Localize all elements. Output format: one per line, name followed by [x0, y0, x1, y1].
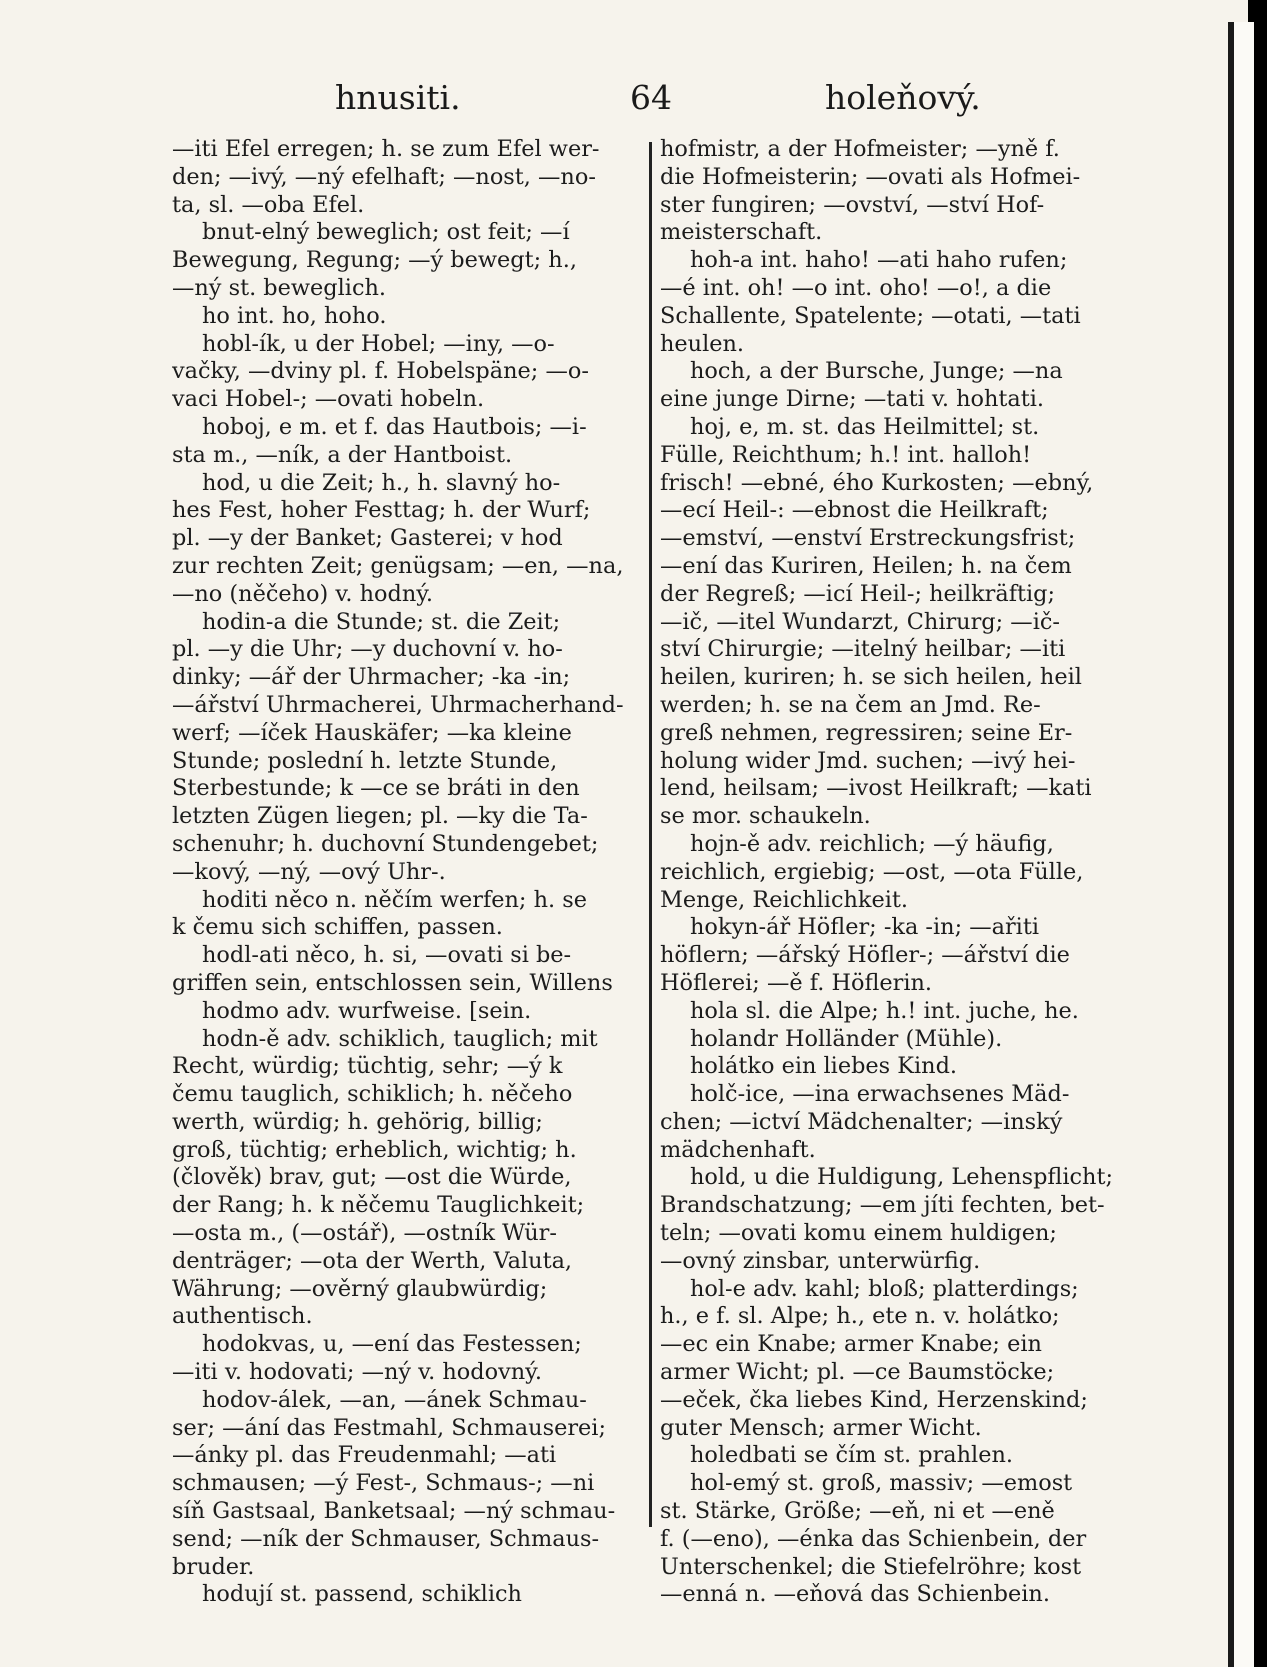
dictionary-line: holandr Holländer (Mühle). [690, 1025, 1003, 1052]
dictionary-line: st. Stärke, Größe; —eň, ni et —eně [660, 1498, 1055, 1525]
dictionary-line: hodokvas, u, —ení das Festessen; [202, 1331, 582, 1358]
dictionary-line: čemu tauglich, schiklich; h. něčeho [172, 1081, 573, 1108]
dictionary-line: heilen, kuriren; h. se sich heilen, heil [660, 664, 1082, 691]
header-last-entry: holeňový. [825, 78, 981, 117]
dictionary-line: hoch, a der Bursche, Junge; —na [690, 358, 1063, 385]
dictionary-line: —ecí Heil-: —ebnost die Heilkraft; [660, 497, 1049, 524]
dictionary-line: hobl-ík, u der Hobel; —iny, —o- [202, 330, 555, 357]
dictionary-line: hodmo adv. wurfweise. [sein. [202, 997, 532, 1024]
dictionary-line: pl. —y die Uhr; —y duchovní v. ho- [172, 636, 563, 663]
dictionary-line: mädchenhaft. [660, 1136, 816, 1163]
dictionary-line: síň Gastsaal, Banketsaal; —ný schmau- [172, 1498, 616, 1525]
dictionary-line: f. (—eno), —énka das Schienbein, der [660, 1525, 1087, 1552]
dictionary-line: Sterbestunde; k —ce se bráti in den [172, 775, 580, 802]
dictionary-line: ta, sl. —oba Efel. [172, 191, 365, 218]
dictionary-line: —eček, čka liebes Kind, Herzenskind; [660, 1386, 1088, 1413]
dictionary-line: werden; h. se na čem an Jmd. Re- [660, 691, 1041, 718]
dictionary-line: ser; —ání das Festmahl, Schmauserei; [172, 1414, 606, 1441]
dictionary-line: lend, heilsam; —ivost Heilkraft; —kati [660, 775, 1092, 802]
dictionary-line: h., e f. sl. Alpe; h., ete n. v. holátko; [660, 1303, 1060, 1330]
dictionary-line: pl. —y der Banket; Gasterei; v hod [172, 525, 563, 552]
right-column [660, 136, 1130, 1609]
dictionary-line: ster fungiren; —ovství, —ství Hof- [660, 191, 1045, 218]
dictionary-line: zur rechten Zeit; genügsam; —en, —na, [172, 552, 624, 579]
dictionary-line: vačky, —dviny pl. f. Hobelspäne; —o- [172, 358, 589, 385]
dictionary-line: hol-e adv. kahl; bloß; platterdings; [690, 1275, 1079, 1302]
dictionary-line: Unterschenkel; die Stiefelröhre; kost [660, 1553, 1082, 1580]
dictionary-line: —é int. oh! —o int. oho! —o!, a die [660, 274, 1052, 301]
dictionary-line: vaci Hobel-; —ovati hobeln. [172, 386, 485, 413]
dictionary-line: —ný st. beweglich. [172, 274, 387, 301]
dictionary-line: Schallente, Spatelente; —otati, —tati [660, 302, 1081, 329]
dictionary-line: meisterschaft. [660, 219, 823, 246]
dictionary-line: —ánky pl. das Freudenmahl; —ati [172, 1442, 557, 1469]
dictionary-line: —enná n. —eňová das Schienbein. [660, 1581, 1050, 1608]
dictionary-line: Bewegung, Regung; —ý bewegt; h., [172, 247, 577, 274]
dictionary-line: schenuhr; h. duchovní Stundengebet; [172, 830, 599, 857]
dictionary-line: groß, tüchtig; erheblich, wichtig; h. [172, 1136, 577, 1163]
dictionary-line: werf; —íček Hauskäfer; —ka kleine [172, 719, 572, 746]
page-number: 64 [630, 78, 672, 117]
dictionary-line: hoditi něco n. něčím werfen; h. se [202, 886, 587, 913]
dictionary-line: Währung; —ověrný glaubwürdig; [172, 1275, 548, 1302]
dictionary-line: authentisch. [172, 1303, 313, 1330]
dictionary-line: werth, würdig; h. gehörig, billig; [172, 1108, 543, 1135]
dictionary-line: höflern; —ářský Höfler-; —ářství die [660, 942, 1070, 969]
dictionary-line: Brandschatzung; —em jíti fechten, bet- [660, 1192, 1105, 1219]
dictionary-line: bnut-elný beweglich; ost feit; —í [202, 219, 570, 246]
dictionary-line: dinky; —ář der Uhrmacher; -ka -in; [172, 664, 571, 691]
dictionary-line: hoj, e, m. st. das Heilmittel; st. [690, 413, 1040, 440]
dictionary-line: hold, u die Huldigung, Lehenspflicht; [690, 1164, 1114, 1191]
header-first-entry: hnusiti. [335, 78, 461, 117]
dictionary-line: —emství, —enství Erstreckungsfrist; [660, 525, 1076, 552]
dictionary-line: bruder. [172, 1553, 255, 1580]
column-divider [649, 142, 652, 1527]
dictionary-line: (člověk) brav, gut; —ost die Würde, [172, 1164, 572, 1191]
dictionary-line: —iti v. hodovati; —ný v. hodovný. [172, 1359, 542, 1386]
dictionary-line: hodl-ati něco, h. si, —ovati si be- [202, 942, 572, 969]
dictionary-line: sta m., —ník, a der Hantboist. [172, 441, 513, 468]
dictionary-line: teln; —ovati komu einem huldigen; [660, 1220, 1057, 1247]
dictionary-line: —ářství Uhrmacherei, Uhrmacherhand- [172, 691, 624, 718]
dictionary-line: hofmistr, a der Hofmeister; —yně f. [660, 136, 1060, 162]
dictionary-line: se mor. schaukeln. [660, 803, 871, 830]
dictionary-line: —ení das Kuriren, Heilen; h. na čem [660, 552, 1072, 579]
dictionary-line: hodují st. passend, schiklich [202, 1581, 522, 1608]
dictionary-line: die Hofmeisterin; —ovati als Hofmei- [660, 163, 1081, 190]
dictionary-line: schmausen; —ý Fest-, Schmaus-; —ni [172, 1470, 595, 1497]
dictionary-line: hes Fest, hoher Festtag; h. der Wurf; [172, 497, 591, 524]
dictionary-line: hoh-a int. haho! —ati haho rufen; [690, 247, 1068, 274]
dictionary-line: der Rang; h. k něčemu Tauglichkeit; [172, 1192, 585, 1219]
dictionary-line: chen; —ictví Mädchenalter; —inský [660, 1108, 1063, 1135]
dictionary-line: —ovný zinsbar, unterwürfig. [660, 1247, 981, 1274]
dictionary-line: send; —ník der Schmauser, Schmaus- [172, 1525, 600, 1552]
dictionary-line: Menge, Reichlichkeit. [660, 886, 909, 913]
dictionary-line: —kový, —ný, —ový Uhr-. [172, 858, 446, 885]
dictionary-line: holung wider Jmd. suchen; —ivý hei- [660, 747, 1076, 774]
page-header [160, 78, 981, 128]
dictionary-line: hod, u die Zeit; h., h. slavný ho- [202, 469, 561, 496]
dictionary-line: der Regreß; —icí Heil-; heilkräftig; [660, 580, 1056, 607]
dictionary-line: holátko ein liebes Kind. [690, 1053, 958, 1080]
dictionary-line: letzten Zügen liegen; pl. —ky die Ta- [172, 803, 588, 830]
dictionary-line: Fülle, Reichthum; h.! int. halloh! [660, 441, 1032, 468]
dictionary-line: —iti Efel erregen; h. se zum Efel wer- [172, 136, 600, 162]
dictionary-line: hodov-álek, —an, —ánek Schmau- [202, 1386, 587, 1413]
dictionary-line: holedbati se čím st. prahlen. [690, 1442, 1013, 1469]
dictionary-line: greß nehmen, regressiren; seine Er- [660, 719, 1073, 746]
dictionary-line: —no (něčeho) v. hodný. [172, 580, 434, 607]
dictionary-line: hol-emý st. groß, massiv; —emost [690, 1470, 1073, 1497]
dictionary-line: hodin-a die Stunde; st. die Zeit; [202, 608, 561, 635]
dictionary-line: armer Wicht; pl. —ce Baumstöcke; [660, 1359, 1055, 1386]
dictionary-line: griffen sein, entschlossen sein, Willens [172, 969, 613, 996]
dictionary-line: Recht, würdig; tüchtig, sehr; —ý k [172, 1053, 563, 1080]
dictionary-line: eine junge Dirne; —tati v. hohtati. [660, 386, 1045, 413]
dictionary-line: den; —ivý, —ný efelhaft; —nost, —no- [172, 163, 596, 190]
dictionary-line: —ec ein Knabe; armer Knabe; ein [660, 1331, 1042, 1358]
dictionary-line: —osta m., (—ostář), —ostník Wür- [172, 1220, 557, 1247]
dictionary-line: hojn-ě adv. reichlich; —ý häufig, [690, 830, 1054, 857]
dictionary-line: frisch! —ebné, ého Kurkosten; —ebný, [660, 469, 1094, 496]
dictionary-line: k čemu sich schiffen, passen. [172, 914, 503, 941]
dictionary-line: —ič, —itel Wundarzt, Chirurg; —ič- [660, 608, 1060, 635]
dictionary-line: ství Chirurgie; —itelný heilbar; —iti [660, 636, 1066, 663]
dictionary-line: denträger; —ota der Werth, Valuta, [172, 1247, 573, 1274]
dictionary-line: Stunde; poslední h. letzte Stunde, [172, 747, 558, 774]
dictionary-line: reichlich, ergiebig; —ost, —ota Fülle, [660, 858, 1084, 885]
dictionary-line: hokyn-ář Höfler; -ka -in; —ařiti [690, 914, 1040, 941]
dictionary-line: guter Mensch; armer Wicht. [660, 1414, 982, 1441]
left-column [172, 136, 644, 1609]
dictionary-line: holč-ice, —ina erwachsenes Mäd- [690, 1081, 1070, 1108]
dictionary-line: hoboj, e m. et f. das Hautbois; —i- [202, 413, 587, 440]
dictionary-line: hodn-ě adv. schiklich, tauglich; mit [202, 1025, 598, 1052]
dictionary-line: heulen. [660, 330, 745, 357]
dictionary-line: ho int. ho, hoho. [202, 302, 387, 329]
dictionary-line: Höflerei; —ě f. Höflerin. [660, 969, 933, 996]
book-spine-edge [1228, 22, 1254, 1667]
dictionary-line: hola sl. die Alpe; h.! int. juche, he. [690, 997, 1079, 1024]
